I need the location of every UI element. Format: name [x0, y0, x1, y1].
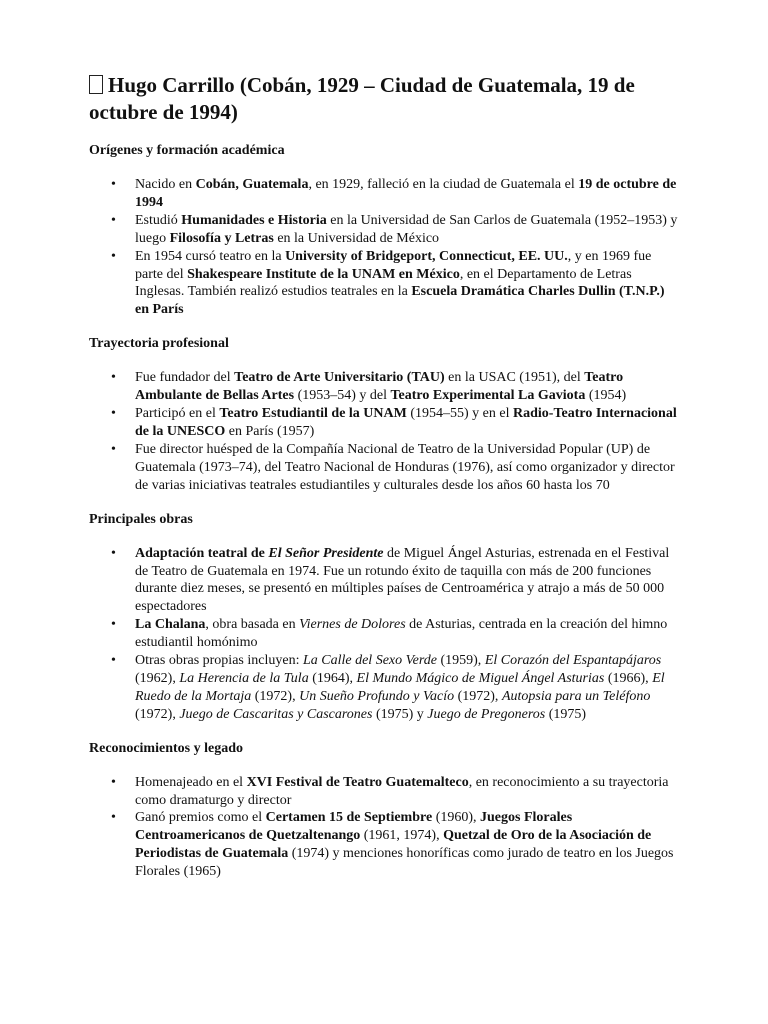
text-run: en la USAC (1951), del — [444, 370, 585, 386]
list-item — [89, 212, 679, 248]
text-run: en París (1957) — [225, 423, 315, 439]
list-item — [89, 616, 679, 652]
text-run: Ganó premios como el — [135, 810, 266, 826]
text-run: En 1954 cursó teatro en la — [135, 248, 286, 264]
text-run — [268, 546, 383, 561]
text-run: Nacido en — [135, 177, 196, 192]
text-run: Participó en el — [135, 406, 220, 422]
text-run: Adaptación teatral de — [135, 545, 269, 561]
text-run: Certamen 15 de Septiembre — [265, 810, 433, 826]
text-run: (1959), — [436, 653, 485, 669]
text-run: (1964), — [308, 670, 357, 686]
text-run: de Miguel Ángel Asturias, estrenada en el Festival de Teatro de Guatemala en 1974. Fue un rotundo éxito de taquilla con más de 200 funciones durante diez meses, se presentó en múltiples países de Centroamérica y atrajo a más de 50 000 espectadores — [135, 545, 670, 615]
text-run: El Ruedo de la Mortaja — [135, 670, 665, 704]
text-run: (1975) — [545, 706, 587, 722]
text-run: Cobán, Guatemala — [195, 177, 309, 192]
list-item — [89, 369, 679, 405]
list-item — [89, 545, 679, 617]
list-item — [89, 176, 679, 212]
section-heading: Principales obras — [89, 511, 193, 527]
text-run: (1975) y — [372, 706, 428, 722]
text-run: Otras obras propias incluyen: — [135, 653, 303, 669]
text-run: de Asturias, centrada en la creación del himno estudiantil homónimo — [135, 617, 668, 651]
text-run: El Corazón del Espantapájaros — [484, 653, 662, 669]
text-run: Viernes de Dolores — [299, 617, 406, 633]
text-run: Autopsia para un Teléfono — [501, 688, 651, 704]
section-reconocimientos-y-legado — [89, 740, 679, 881]
text-run: La Calle del Sexo Verde — [302, 653, 437, 669]
text-run: Juego de Pregoneros — [427, 706, 546, 722]
text-run: (1961, 1974), — [360, 828, 444, 844]
text-run: , en el Departamento de Letras Inglesas. También realizó estudios teatrales en la — [135, 266, 632, 300]
section-origenes-y-formacion-academica — [89, 142, 679, 319]
text-run: , obra basada en — [205, 617, 300, 633]
text-run: (1962), — [135, 670, 180, 686]
text-run: La Herencia de la Tula — [179, 670, 309, 686]
text-run: Humanidades e Historia — [181, 212, 327, 228]
section-principales-obras — [89, 511, 679, 724]
text-run: (1953–54) y del — [294, 388, 391, 404]
document-body — [89, 142, 679, 881]
text-run: Teatro Experimental La Gaviota — [390, 388, 586, 404]
text-run: en la Universidad de México — [273, 230, 440, 246]
bullet-list — [89, 545, 679, 724]
text-run: XVI Festival de Teatro Guatemalteco — [246, 774, 469, 790]
text-run: Teatro Estudiantil de la UNAM — [219, 406, 407, 422]
text-run: Escuela Dramática Charles Dullin (T.N.P.) en París — [135, 284, 665, 318]
text-run: (1954–55) y en el — [406, 406, 513, 422]
bullet-list — [89, 369, 679, 494]
text-run: El Señor Presidente — [268, 545, 384, 561]
text-run: Radio-Teatro Internacional de la UNESCO — [135, 406, 677, 439]
text-run: (1972), — [454, 688, 502, 704]
text-run: Juegos Florales Centroamericanos de Quetzaltenango — [135, 810, 573, 844]
document-title — [89, 72, 679, 126]
text-run: (1954) — [585, 388, 627, 404]
text-run: Shakespeare Institute de la UNAM en México — [187, 266, 460, 282]
list-item — [89, 405, 679, 441]
text-run: Teatro Ambulante de Bellas Artes — [135, 370, 624, 404]
bullet-list — [89, 774, 679, 881]
text-run: Juego de Cascaritas y Cascarones — [179, 706, 373, 722]
text-run: en la Universidad de San Carlos de Guatemala (1952–1953) y luego — [135, 212, 678, 246]
list-item — [89, 774, 679, 810]
text-run: (1972), — [251, 688, 300, 704]
list-item — [89, 441, 679, 495]
list-item — [89, 248, 679, 320]
text-run: 19 de octubre de 1994 — [135, 177, 677, 210]
text-run: , en 1929, falleció en la ciudad de Guatemala el — [308, 177, 579, 192]
text-run: , y en 1969 fue parte del — [135, 248, 652, 282]
text-run: Un Sueño Profundo y Vacío — [299, 688, 455, 704]
section-heading: Trayectoria profesional — [89, 336, 229, 352]
text-run: (1972), — [135, 706, 180, 722]
text-run: Teatro de Arte Universitario (TAU) — [234, 370, 445, 386]
text-run: Homenajeado en el — [135, 774, 247, 790]
text-run: (1974) y menciones honoríficas como jurado de teatro en los Juegos Florales (1965) — [135, 846, 674, 880]
section-trayectoria-profesional — [89, 335, 679, 494]
text-run: La Chalana — [135, 617, 206, 633]
document-page — [89, 72, 679, 897]
text-run: Quetzal de Oro de la Asociación de Periodistas de Guatemala — [135, 828, 652, 862]
text-run: University of Bridgeport, Connecticut, EE. UU. — [285, 248, 568, 264]
section-heading: Reconocimientos y legado — [89, 740, 243, 756]
list-item — [89, 809, 679, 881]
section-heading: Orígenes y formación académica — [89, 143, 285, 158]
text-run: Filosofía y Letras — [169, 230, 274, 246]
title-text: Hugo Carrillo (Cobán, 1929 – Ciudad de Guatemala, 19 de octubre de 1994) — [89, 73, 635, 124]
text-run: (1966), — [604, 670, 653, 686]
text-run: (1960), — [432, 810, 481, 826]
missing-glyph-icon — [89, 75, 103, 94]
text-run: El Mundo Mágico de Miguel Ángel Asturias — [356, 670, 605, 686]
bullet-list — [89, 176, 679, 319]
text-run: Fue fundador del — [135, 370, 235, 386]
list-item — [89, 652, 679, 724]
text-run: Estudió — [135, 212, 182, 228]
text-run: , en reconocimiento a su trayectoria como dramaturgo y director — [135, 774, 669, 808]
text-run: Fue director huésped de la Compañía Nacional de Teatro de la Universidad Popular (UP) de Guatemala (1973–74), del Teatro Nacional de Honduras (1976), así como organizador y director de varias iniciativas teatrales estudiantiles y culturales desde los años 60 hasta los 70 — [135, 441, 675, 493]
